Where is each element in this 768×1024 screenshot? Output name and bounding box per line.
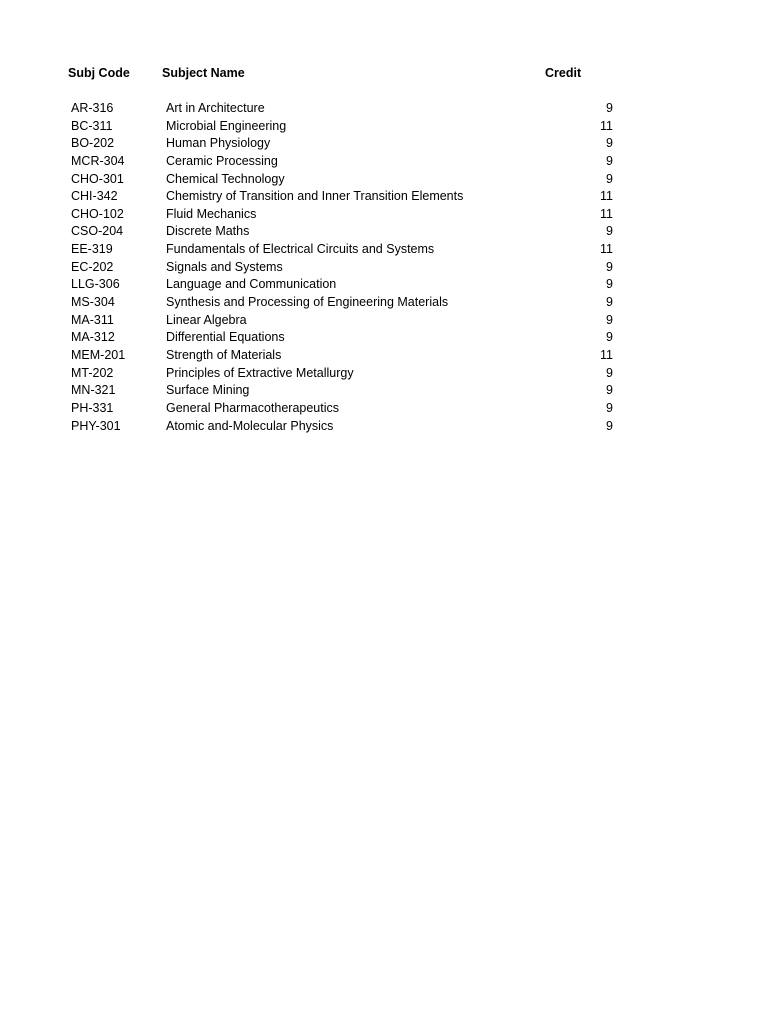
- subject-credit: 9: [606, 330, 613, 345]
- subject-credit: 9: [606, 365, 613, 380]
- subject-code: BO-202: [71, 136, 115, 151]
- subject-credit: 9: [606, 277, 613, 292]
- subject-code: MEM-201: [71, 347, 126, 362]
- subject-credit: 11: [600, 118, 613, 133]
- subject-credit: 11: [600, 347, 613, 362]
- subject-code: MA-311: [71, 312, 114, 327]
- subject-name: Differential Equations: [166, 330, 285, 345]
- subject-code: EE-319: [71, 242, 113, 257]
- subject-code: EC-202: [71, 259, 114, 274]
- table-row: [0, 313, 768, 331]
- table-row: [0, 189, 768, 207]
- subject-code: MT-202: [71, 365, 114, 380]
- subject-credit: 9: [606, 400, 613, 415]
- subject-name: Microbial Engineering: [166, 118, 287, 133]
- subject-code: PH-331: [71, 400, 114, 415]
- subject-name: Principles of Extractive Metallurgy: [166, 365, 354, 380]
- subject-credit: 11: [600, 206, 613, 221]
- subject-name: Chemistry of Transition and Inner Transition Elements: [166, 189, 464, 204]
- subject-credit: 9: [606, 312, 613, 327]
- subject-credit: 11: [600, 242, 613, 257]
- subject-name: Strength of Materials: [166, 347, 282, 362]
- subject-name: Chemical Technology: [166, 171, 285, 186]
- table-row: [0, 136, 768, 154]
- subject-name: Atomic and-Molecular Physics: [166, 418, 334, 433]
- table-row: [0, 348, 768, 366]
- subject-credit: 9: [606, 171, 613, 186]
- subject-credit: 9: [606, 295, 613, 310]
- table-row: [0, 295, 768, 313]
- subject-code: MS-304: [71, 295, 115, 310]
- table-row: [0, 401, 768, 419]
- table-row: [0, 383, 768, 401]
- subject-credit: 9: [606, 153, 613, 168]
- subject-name: Synthesis and Processing of Engineering Materials: [166, 295, 449, 310]
- table-row: [0, 154, 768, 172]
- subject-code: MA-312: [71, 330, 115, 345]
- subject-name: Human Physiology: [166, 136, 271, 151]
- subject-name: Discrete Maths: [166, 224, 250, 239]
- table-body: [0, 101, 768, 436]
- header-credit: Credit: [545, 66, 582, 80]
- subject-credit: 9: [606, 136, 613, 151]
- header-subject-name: Subject Name: [162, 66, 245, 80]
- subject-code: CHI-342: [71, 189, 118, 204]
- subject-credit: 9: [606, 224, 613, 239]
- subject-credit: 11: [600, 189, 613, 204]
- subject-name: Art in Architecture: [166, 101, 265, 115]
- subject-code: LLG-306: [71, 277, 120, 292]
- subject-code: CHO-102: [71, 206, 124, 221]
- subject-credit: 9: [606, 418, 613, 433]
- subject-credit: 9: [606, 383, 613, 398]
- table-row: [0, 119, 768, 137]
- table-row: [0, 207, 768, 225]
- table-row: [0, 242, 768, 260]
- table-row: [0, 224, 768, 242]
- subject-code: CHO-301: [71, 171, 124, 186]
- subject-code: MN-321: [71, 383, 116, 398]
- subject-credit: 9: [606, 259, 613, 274]
- table-row: [0, 419, 768, 437]
- subject-code: AR-316: [71, 101, 114, 115]
- table-row: [0, 101, 768, 119]
- subject-name: Fundamentals of Electrical Circuits and Systems: [166, 242, 435, 257]
- header-subj-code: Subj Code: [68, 66, 130, 80]
- table-row: [0, 277, 768, 295]
- subject-name: Ceramic Processing: [166, 153, 278, 168]
- table-header: [0, 66, 768, 84]
- table-row: [0, 330, 768, 348]
- table-row: [0, 260, 768, 278]
- subject-code: CSO-204: [71, 224, 124, 239]
- table-row: [0, 172, 768, 190]
- subject-name: Fluid Mechanics: [166, 206, 257, 221]
- table-row: [0, 366, 768, 384]
- subject-code: PHY-301: [71, 418, 121, 433]
- subject-name: General Pharmacotherapeutics: [166, 400, 340, 415]
- subject-name: Signals and Systems: [166, 259, 283, 274]
- subject-credit: 9: [606, 101, 613, 115]
- subject-code: BC-311: [71, 118, 113, 133]
- subject-name: Surface Mining: [166, 383, 250, 398]
- subject-code: MCR-304: [71, 153, 125, 168]
- subject-name: Linear Algebra: [166, 312, 247, 327]
- subject-name: Language and Communication: [166, 277, 337, 292]
